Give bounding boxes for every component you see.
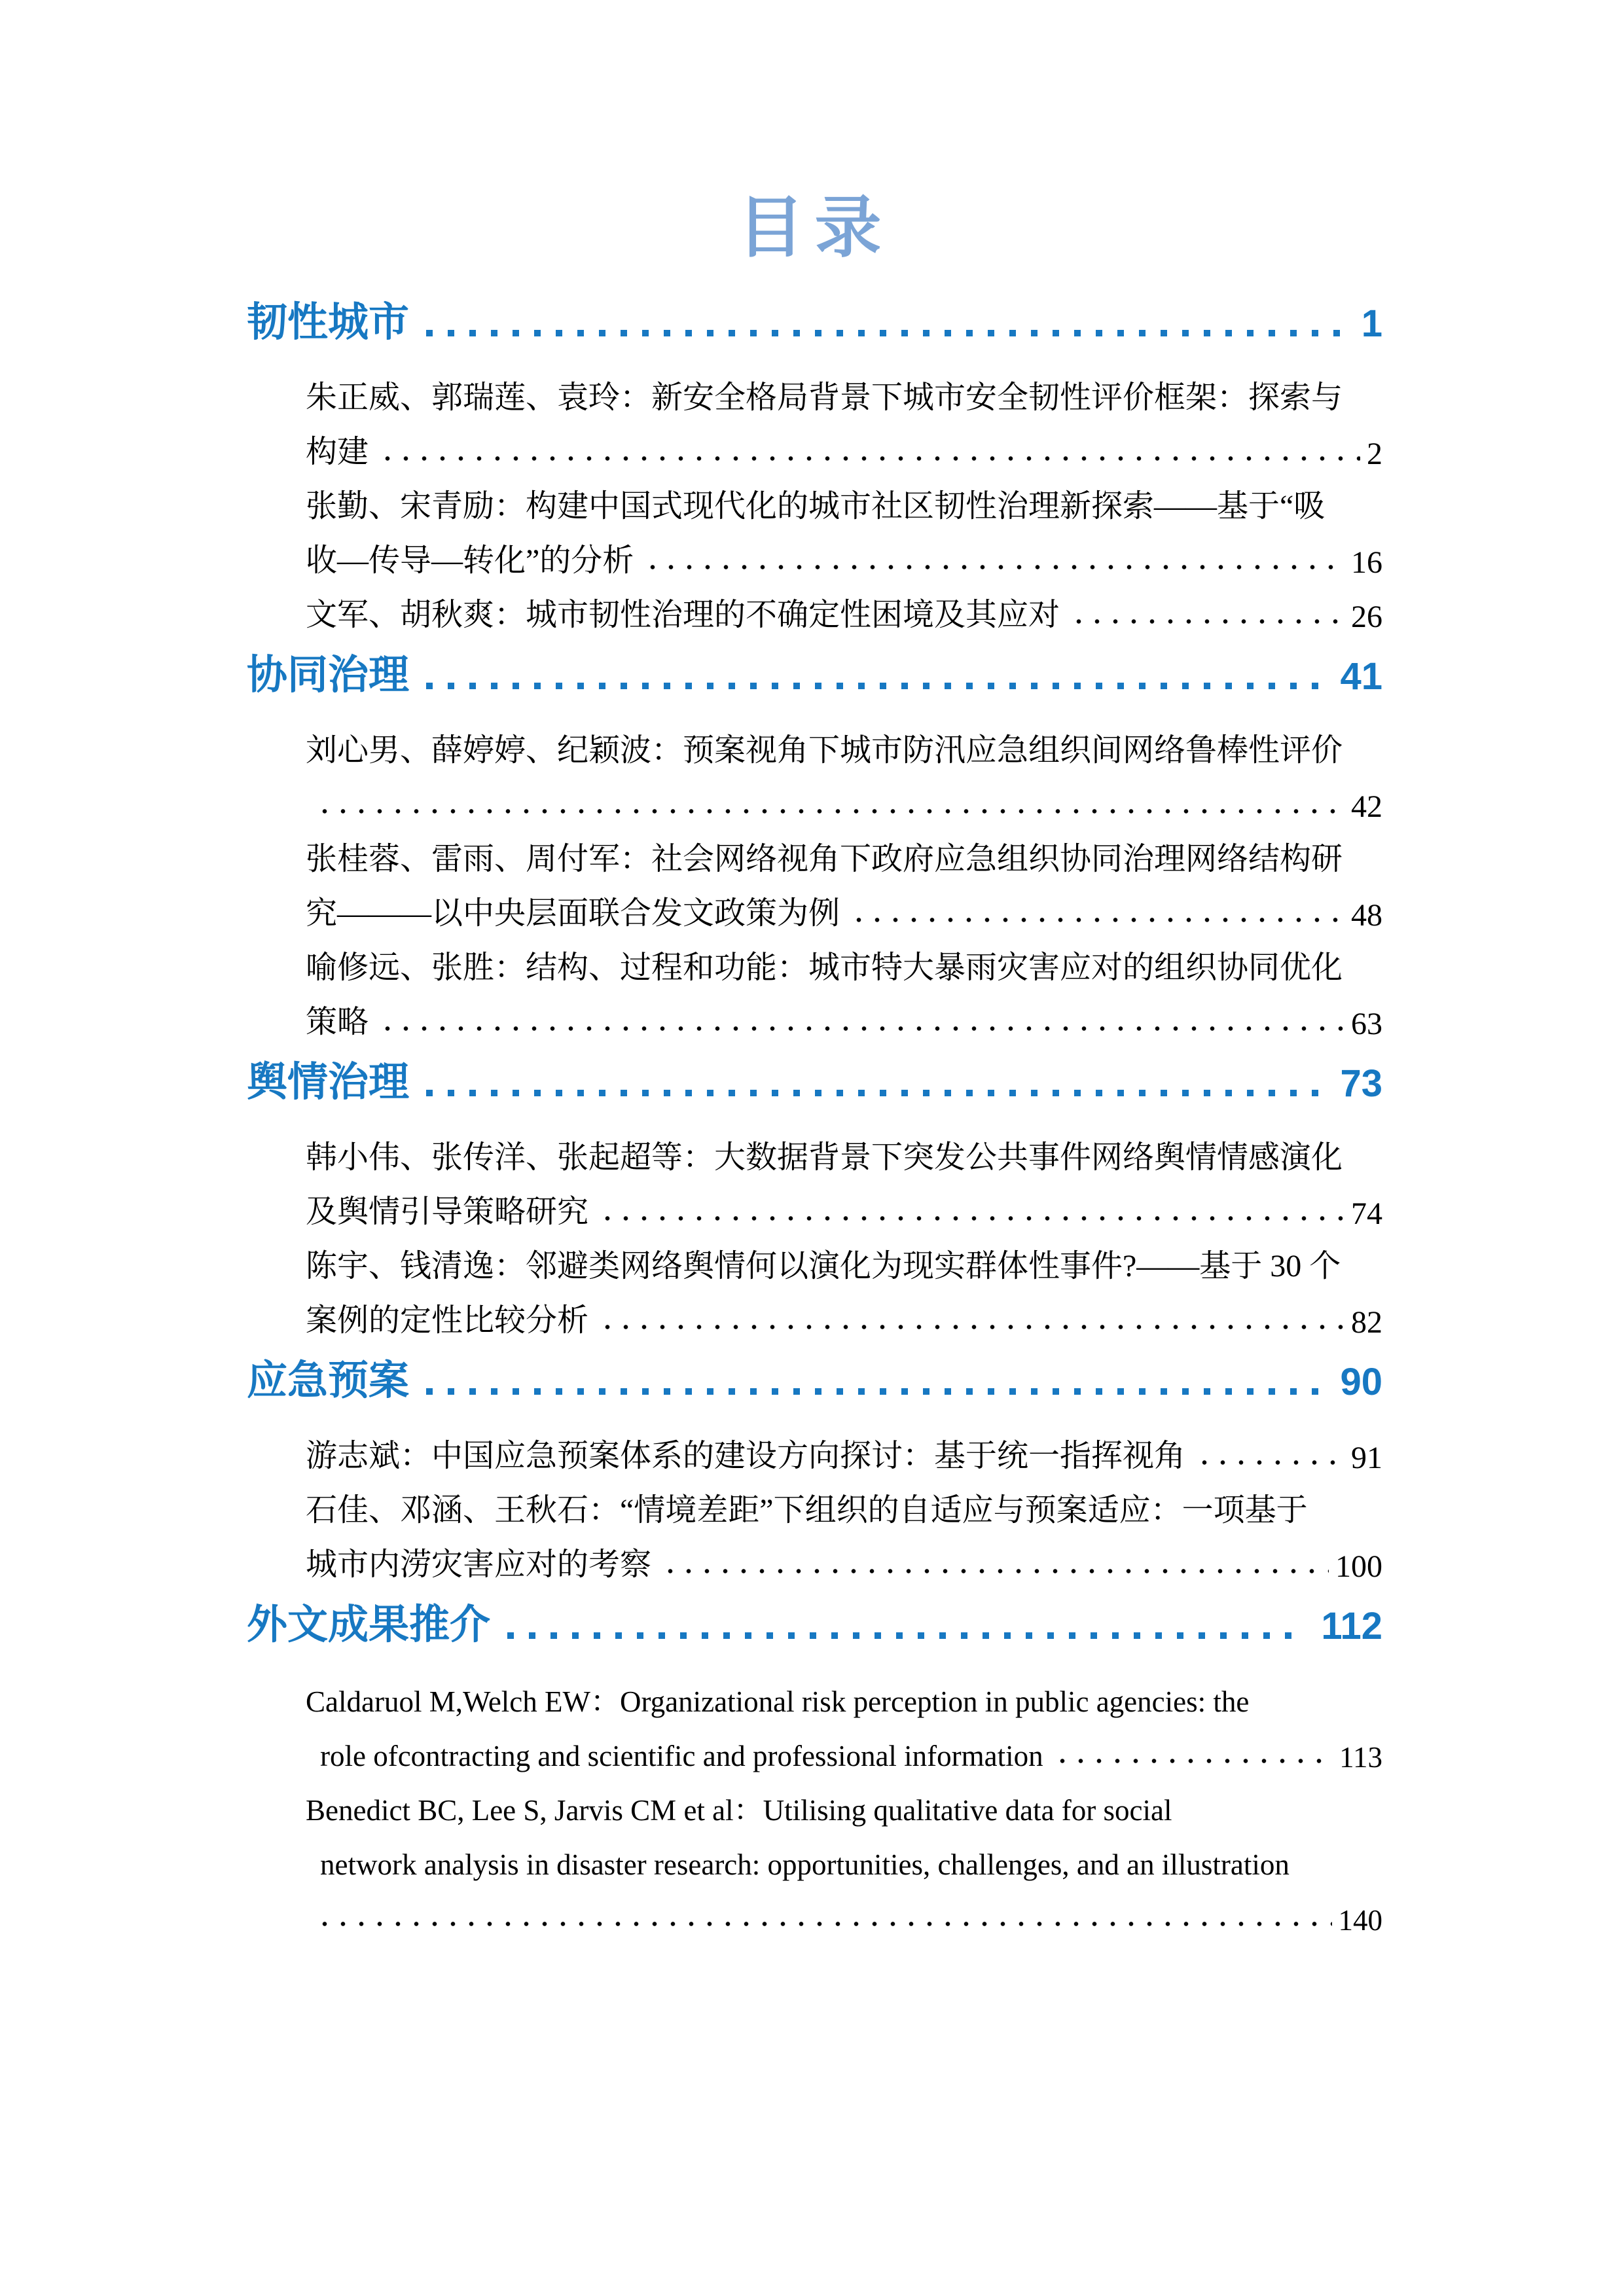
toc-entry-line[interactable] bbox=[247, 1121, 1382, 1175]
entry-text: 文军、胡秋爽：城市韧性治理的不确定性困境及其应对 bbox=[306, 598, 1060, 633]
page-number: 42 bbox=[1351, 789, 1382, 825]
dot-leader bbox=[379, 1026, 1344, 1031]
toc-entry-line[interactable] bbox=[247, 416, 1382, 470]
toc-entry-line[interactable] bbox=[247, 1718, 1382, 1772]
page-number: 26 bbox=[1351, 600, 1382, 635]
dot-leader bbox=[850, 917, 1344, 923]
section-heading-label: 外文成果推介 bbox=[247, 1602, 491, 1648]
page-number: 1 bbox=[1361, 302, 1382, 346]
section-heading-label: 舆情治理 bbox=[247, 1060, 410, 1105]
toc-section-heading-row[interactable] bbox=[247, 1593, 1382, 1648]
entry-text: 城市内涝灾害应对的考察 bbox=[306, 1547, 652, 1583]
toc-entry-line[interactable] bbox=[247, 768, 1382, 823]
page-number: 112 bbox=[1321, 1605, 1382, 1648]
page-title: 目录 bbox=[737, 190, 892, 265]
entry-text: 收—传导—转化”的分析 bbox=[306, 543, 634, 579]
dot-leader bbox=[599, 1324, 1344, 1330]
dot-leader bbox=[662, 1568, 1329, 1574]
entry-text: 究———以中央层面联合发文政策为例 bbox=[306, 896, 840, 931]
toc-entry-line[interactable] bbox=[247, 1827, 1382, 1881]
toc-entry-line[interactable] bbox=[247, 877, 1382, 931]
page-number: 63 bbox=[1351, 1007, 1382, 1042]
toc-entry-line[interactable] bbox=[247, 1772, 1382, 1827]
toc-container bbox=[247, 190, 1382, 1937]
dot-leader bbox=[316, 1921, 1332, 1927]
toc-entry-line[interactable] bbox=[247, 1284, 1382, 1338]
entry-text: 构建 bbox=[306, 435, 369, 470]
entry-text: role ofcontracting and scientific and professional information bbox=[320, 1739, 1043, 1772]
entry-text: 石佳、邓涵、王秋石：“情境差距”下组织的自适应与预案适应：一项基于 bbox=[306, 1493, 1308, 1528]
page-number: 100 bbox=[1335, 1549, 1382, 1585]
dot-leader bbox=[426, 1388, 1323, 1395]
page-number: 90 bbox=[1340, 1361, 1382, 1404]
entry-text: network analysis in disaster research: opportunities, challenges, and an illustration bbox=[320, 1848, 1290, 1881]
toc-section-heading-row[interactable] bbox=[247, 291, 1382, 346]
section-heading-label: 协同治理 bbox=[247, 653, 410, 698]
page-number: 74 bbox=[1351, 1196, 1382, 1232]
dot-leader bbox=[599, 1215, 1344, 1221]
dot-leader bbox=[1070, 619, 1344, 624]
toc-entry-line[interactable] bbox=[247, 1474, 1382, 1528]
dot-leader bbox=[644, 564, 1344, 570]
toc-entry-line[interactable] bbox=[247, 1175, 1382, 1230]
entry-text: 韩小伟、张传洋、张起超等：大数据背景下突发公共事件网络舆情情感演化 bbox=[306, 1140, 1343, 1175]
entry-text: Caldaruol M,Welch EW：Organizational risk perception in public agencies: the bbox=[306, 1685, 1250, 1718]
page-number: 48 bbox=[1351, 898, 1382, 933]
toc-entry-line[interactable] bbox=[247, 579, 1382, 633]
entry-text: 及舆情引导策略研究 bbox=[306, 1194, 589, 1230]
page-number: 91 bbox=[1351, 1441, 1382, 1476]
toc-entry-line[interactable] bbox=[247, 1230, 1382, 1284]
toc-entry-line[interactable] bbox=[247, 1881, 1382, 1935]
dot-leader bbox=[316, 808, 1344, 814]
page-number: 73 bbox=[1340, 1062, 1382, 1105]
page-number: 16 bbox=[1351, 545, 1382, 581]
section-heading-label: 应急预案 bbox=[247, 1358, 410, 1404]
toc-section-heading-row[interactable] bbox=[247, 643, 1382, 696]
dot-leader bbox=[426, 683, 1323, 689]
toc-section-heading-row[interactable] bbox=[247, 1050, 1382, 1103]
page-number: 41 bbox=[1340, 655, 1382, 698]
toc-entry-line[interactable] bbox=[247, 1420, 1382, 1474]
page-number: 82 bbox=[1351, 1305, 1382, 1340]
entry-text: 刘心男、薛婷婷、纪颖波：预案视角下城市防汛应急组织间网络鲁棒性评价 bbox=[306, 733, 1343, 768]
toc-section-heading-row[interactable] bbox=[247, 1349, 1382, 1404]
section-heading-label: 韧性城市 bbox=[247, 300, 410, 346]
dot-leader bbox=[379, 456, 1360, 461]
toc-entry-line[interactable] bbox=[247, 823, 1382, 877]
dot-leader bbox=[1196, 1460, 1344, 1465]
toc-entry-line[interactable] bbox=[247, 1664, 1382, 1718]
dot-leader bbox=[1054, 1758, 1333, 1764]
toc-entry-line[interactable] bbox=[247, 986, 1382, 1040]
toc-entry-line[interactable] bbox=[247, 1528, 1382, 1583]
entry-text: Benedict BC, Lee S, Jarvis CM et al：Utilising qualitative data for social bbox=[306, 1793, 1172, 1827]
toc-entry-line[interactable] bbox=[247, 931, 1382, 986]
toc-entry-line[interactable] bbox=[247, 361, 1382, 416]
entry-text: 案例的定性比较分析 bbox=[306, 1303, 589, 1338]
entry-text: 游志斌：中国应急预案体系的建设方向探讨：基于统一指挥视角 bbox=[306, 1439, 1186, 1474]
page-number: 140 bbox=[1338, 1904, 1382, 1937]
entry-text: 陈宇、钱清逸：邻避类网络舆情何以演化为现实群体性事件?——基于 30 个 bbox=[306, 1249, 1341, 1284]
entry-text: 喻修远、张胜：结构、过程和功能：城市特大暴雨灾害应对的组织协同优化 bbox=[306, 950, 1343, 986]
dot-leader bbox=[426, 1090, 1323, 1096]
entry-text: 朱正威、郭瑞莲、袁玲：新安全格局背景下城市安全韧性评价框架：探索与 bbox=[306, 380, 1343, 416]
entry-text: 张勤、宋青励：构建中国式现代化的城市社区韧性治理新探索——基于“吸 bbox=[306, 489, 1326, 524]
page-number: 2 bbox=[1367, 437, 1382, 472]
dot-leader bbox=[507, 1632, 1304, 1639]
entry-text: 张桂蓉、雷雨、周付军：社会网络视角下政府应急组织协同治理网络结构研 bbox=[306, 842, 1343, 877]
page-number: 113 bbox=[1339, 1741, 1382, 1774]
entry-text: 策略 bbox=[306, 1005, 369, 1040]
toc-entry-line[interactable] bbox=[247, 524, 1382, 579]
toc-entry-line[interactable] bbox=[247, 714, 1382, 768]
dot-leader bbox=[426, 330, 1344, 336]
toc-list bbox=[247, 291, 1382, 1935]
toc-entry-line[interactable] bbox=[247, 470, 1382, 524]
